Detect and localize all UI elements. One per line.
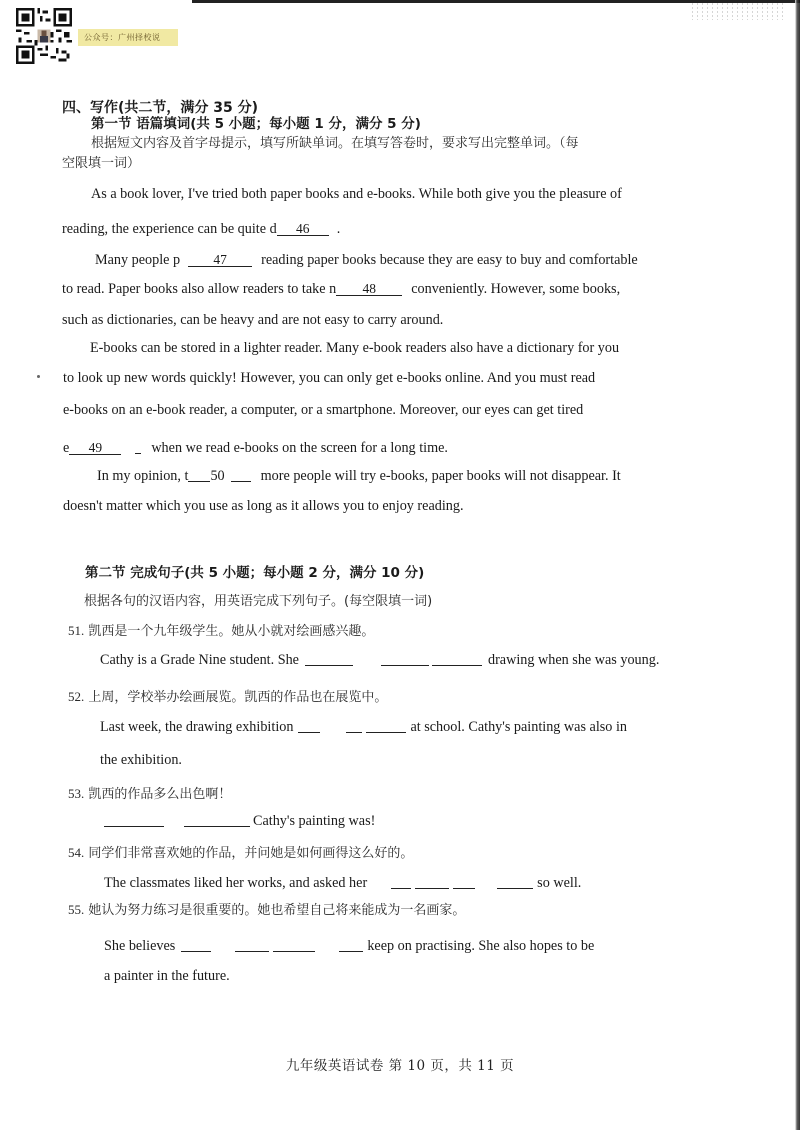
question-55-chinese: 55. 她认为努力练习是很重要的。她也希望自己将来能成为一名画家。 xyxy=(68,902,466,918)
blank-46[interactable]: 46 xyxy=(277,224,329,236)
section1-instruction: 根据短文内容及首字母提示，填写所缺单词。在填写答卷时，要求写出完整单词。（每 xyxy=(91,136,579,151)
answer-blank[interactable] xyxy=(346,721,362,733)
question-55-english-cont: a painter in the future. xyxy=(104,968,230,984)
answer-blank[interactable] xyxy=(497,877,533,889)
answer-blank[interactable] xyxy=(273,940,315,952)
answer-blank[interactable] xyxy=(298,721,320,733)
passage-text: when we read e-books on the screen for a long time. xyxy=(151,440,448,456)
part-title: 四、写作(共二节，满分 35 分) xyxy=(62,100,259,116)
passage-line: In my opinion, t 50 more people will try e-books, paper books will not disappear. It xyxy=(97,468,621,484)
passage-line xyxy=(62,282,620,296)
question-52-english-cont: the exhibition. xyxy=(100,752,182,768)
passage-line xyxy=(62,222,340,236)
blank-47[interactable]: 47 xyxy=(188,255,252,267)
passage-line: to look up new words quickly! However, you can only get e-books online. And you must read xyxy=(63,370,596,386)
answer-blank[interactable] xyxy=(184,815,250,827)
passage-line: such as dictionaries, can be heavy and are not easy to carry around. xyxy=(62,312,444,328)
question-51-chinese: 51. 凯西是一个九年级学生。她从小就对绘画感兴趣。 xyxy=(68,623,375,639)
passage-text: conveniently. However, some books, xyxy=(411,281,621,297)
answer-blank[interactable] xyxy=(453,877,475,889)
answer-blank[interactable] xyxy=(432,654,482,666)
passage-text: reading, the experience can be quite d xyxy=(62,221,277,237)
passage-text: Many people p xyxy=(95,252,181,268)
answer-blank[interactable] xyxy=(381,654,429,666)
scan-edge-right xyxy=(795,0,800,1130)
passage-text: In my opinion, t xyxy=(97,468,189,484)
answer-blank[interactable] xyxy=(391,877,411,889)
question-54-chinese: 54. 同学们非常喜欢她的作品，并问她是如何画得这么好的。 xyxy=(68,845,414,861)
passage-line: e-books on an e-book reader, a computer, or a smartphone. Moreover, our eyes can get tired xyxy=(63,402,584,418)
passage-line: E-books can be stored in a lighter reader. Many e-book readers also have a dictionary for you xyxy=(90,340,620,356)
answer-blank[interactable] xyxy=(415,877,449,889)
section2-instruction: 根据各句的汉语内容，用英语完成下列句子。(每空限填一词) xyxy=(84,594,433,609)
section1-title: 第一节 语篇填词(共 5 小题；每小题 1 分，满分 5 分) xyxy=(91,116,421,132)
answer-blank[interactable] xyxy=(366,721,406,733)
question-51-english: Cathy is a Grade Nine student. She drawing when she was young. xyxy=(100,652,660,668)
question-55-english: She believes keep on practising. She also hopes to be xyxy=(104,938,595,954)
passage-line: As a book lover, I've tried both paper books and e-books. While both give you the pleasure of xyxy=(91,186,622,202)
passage-line: doesn't matter which you use as long as it allows you to enjoy reading. xyxy=(63,498,464,514)
answer-blank[interactable] xyxy=(104,815,164,827)
answer-blank[interactable] xyxy=(339,940,363,952)
question-53-chinese: 53. 凯西的作品多么出色啊！ xyxy=(68,786,232,802)
wechat-account-banner: 公众号：广州择校说 xyxy=(78,29,178,46)
question-52-english: Last week, the drawing exhibition at school. Cathy's painting was also in xyxy=(100,719,627,735)
scan-dot xyxy=(37,375,40,378)
passage-line xyxy=(63,440,448,455)
passage-text: . xyxy=(336,221,341,237)
blank-48[interactable]: 48 xyxy=(336,284,402,296)
blank-50[interactable] xyxy=(188,470,210,482)
section1-instruction-cont: 空限填一词） xyxy=(62,156,141,171)
question-54-english: The classmates liked her works, and asked her so well. xyxy=(104,875,582,891)
passage-text: more people will try e-books, paper books will not disappear. It xyxy=(260,468,621,484)
question-52-chinese: 52. 上周，学校举办绘画展览。凯西的作品也在展览中。 xyxy=(68,689,388,705)
blank-tail xyxy=(135,442,141,454)
blank-50-tail xyxy=(231,470,251,482)
answer-blank[interactable] xyxy=(305,654,353,666)
passage-text: to read. Paper books also allow readers to take n xyxy=(62,281,337,297)
question-53-english: Cathy's painting was! xyxy=(104,813,375,828)
section2-title: 第二节 完成句子(共 5 小题；每小题 2 分，满分 10 分) xyxy=(85,565,425,581)
passage-line xyxy=(95,253,638,267)
passage-text: e xyxy=(63,440,70,456)
passage-text: reading paper books because they are easy to buy and comfortable xyxy=(261,252,638,268)
qr-code-icon xyxy=(16,8,72,64)
scan-noise xyxy=(690,2,785,20)
page-footer: 九年级英语试卷 第 10 页，共 11 页 xyxy=(285,1058,515,1074)
answer-blank[interactable] xyxy=(235,940,269,952)
blank-49[interactable]: 49 xyxy=(69,443,121,455)
answer-blank[interactable] xyxy=(181,940,211,952)
